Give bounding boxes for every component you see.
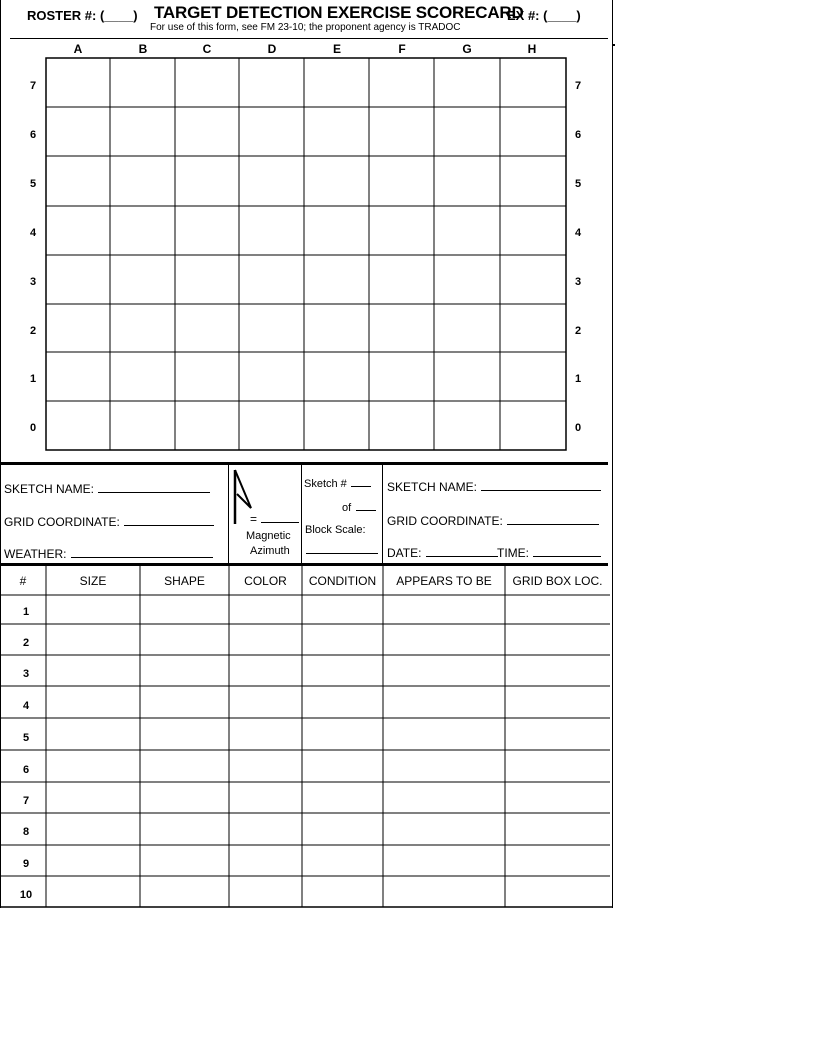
grid-row-label: 6 [30,129,37,141]
table-row-number: 5 [22,732,30,744]
grid-coordinate-field-left[interactable] [4,513,214,531]
grid-row-label: 2 [575,325,582,337]
info-divider [301,465,302,563]
grid-col-label: H [527,42,537,56]
fill-line [481,490,601,491]
date-label: DATE: [387,546,422,560]
fill-line [507,524,599,525]
grid-row-label: 6 [575,129,582,141]
table-row-number: 10 [19,889,33,901]
form-title: TARGET DETECTION EXERCISE SCORECARD [154,3,524,22]
fill-line [533,556,601,557]
info-divider [228,465,229,563]
exercise-number-label: EX #: (____) [507,8,581,23]
info-top-rule [0,462,608,465]
grid-row-label: 3 [30,276,37,288]
fill-line [261,522,299,523]
grid-col-label: G [462,42,472,56]
grid-col-label: A [73,42,83,56]
col-header-number: # [19,574,27,588]
time-label: TIME: [497,546,529,560]
grid-row-label: 7 [575,80,582,92]
grid-row-label: 1 [575,373,582,385]
grid-col-label: B [138,42,148,56]
fill-line [124,525,214,526]
sketch-name-field-right[interactable] [387,478,601,496]
grid-row-label: 3 [575,276,582,288]
grid-col-label: E [332,42,341,56]
time-field[interactable] [497,544,601,562]
info-divider [382,465,383,563]
azimuth-equals: = [250,512,258,526]
col-header-grid-box-loc: GRID BOX LOC. [512,574,603,588]
col-header-color: COLOR [244,574,287,588]
table-row-number: 9 [22,858,30,870]
sketch-name-label: SKETCH NAME: [387,480,478,494]
grid-col-label: C [202,42,212,56]
magnetic-label: Magnetic [246,530,291,542]
sketch-name-label: SKETCH NAME: [4,482,95,496]
sketch-name-field-left[interactable] [4,480,210,498]
azimuth-value-field[interactable] [250,510,299,528]
grid-col-label: F [398,42,406,56]
grid-col-label: D [267,42,277,56]
fill-line [98,492,210,493]
sketch-total-field[interactable] [342,498,376,516]
of-label: of [342,502,352,514]
grid-row-label: 7 [30,80,37,92]
fill-line [426,556,498,557]
block-scale-label: Block Scale: [305,524,366,536]
weather-label: WEATHER: [4,547,67,561]
grid-coordinate-label: GRID COORDINATE: [4,515,120,529]
block-scale-field[interactable] [306,553,378,554]
grid-lines [45,57,567,451]
fill-line [356,510,376,511]
grid-row-label: 4 [30,227,37,239]
table-row-number: 2 [22,637,30,649]
table-row-number: 4 [22,700,30,712]
table-row-number: 6 [22,764,30,776]
grid-row-label: 1 [30,373,37,385]
grid-row-label: 5 [30,178,37,190]
col-header-condition: CONDITION [308,574,377,588]
col-header-shape: SHAPE [164,574,205,588]
col-header-size: SIZE [79,574,107,588]
weather-field[interactable] [4,545,213,563]
fill-line [71,557,213,558]
sketch-grid [0,40,612,462]
azimuth-label: Azimuth [250,545,290,557]
sketch-number-label: Sketch # [304,478,347,490]
grid-coordinate-field-right[interactable] [387,512,599,530]
sketch-number-field[interactable] [304,474,371,492]
header-rule [10,38,608,39]
grid-row-label: 0 [575,422,582,434]
fill-line [351,486,371,487]
grid-row-label: 4 [575,227,582,239]
target-table-lines [0,566,612,910]
table-row-number: 7 [22,795,30,807]
form-right-border [612,0,613,908]
table-row-number: 3 [22,668,30,680]
form-subtitle: For use of this form, see FM 23-10; the proponent agency is TRADOC [150,22,461,33]
grid-row-label: 2 [30,325,37,337]
date-field[interactable] [387,544,498,562]
roster-number-label: ROSTER #: (____) [27,8,138,23]
grid-row-label: 0 [30,422,37,434]
table-row-number: 8 [22,826,30,838]
grid-coordinate-label: GRID COORDINATE: [387,514,503,528]
grid-row-label: 5 [575,178,582,190]
table-row-number: 1 [22,606,30,618]
col-header-appears-to-be: APPEARS TO BE [396,574,492,588]
